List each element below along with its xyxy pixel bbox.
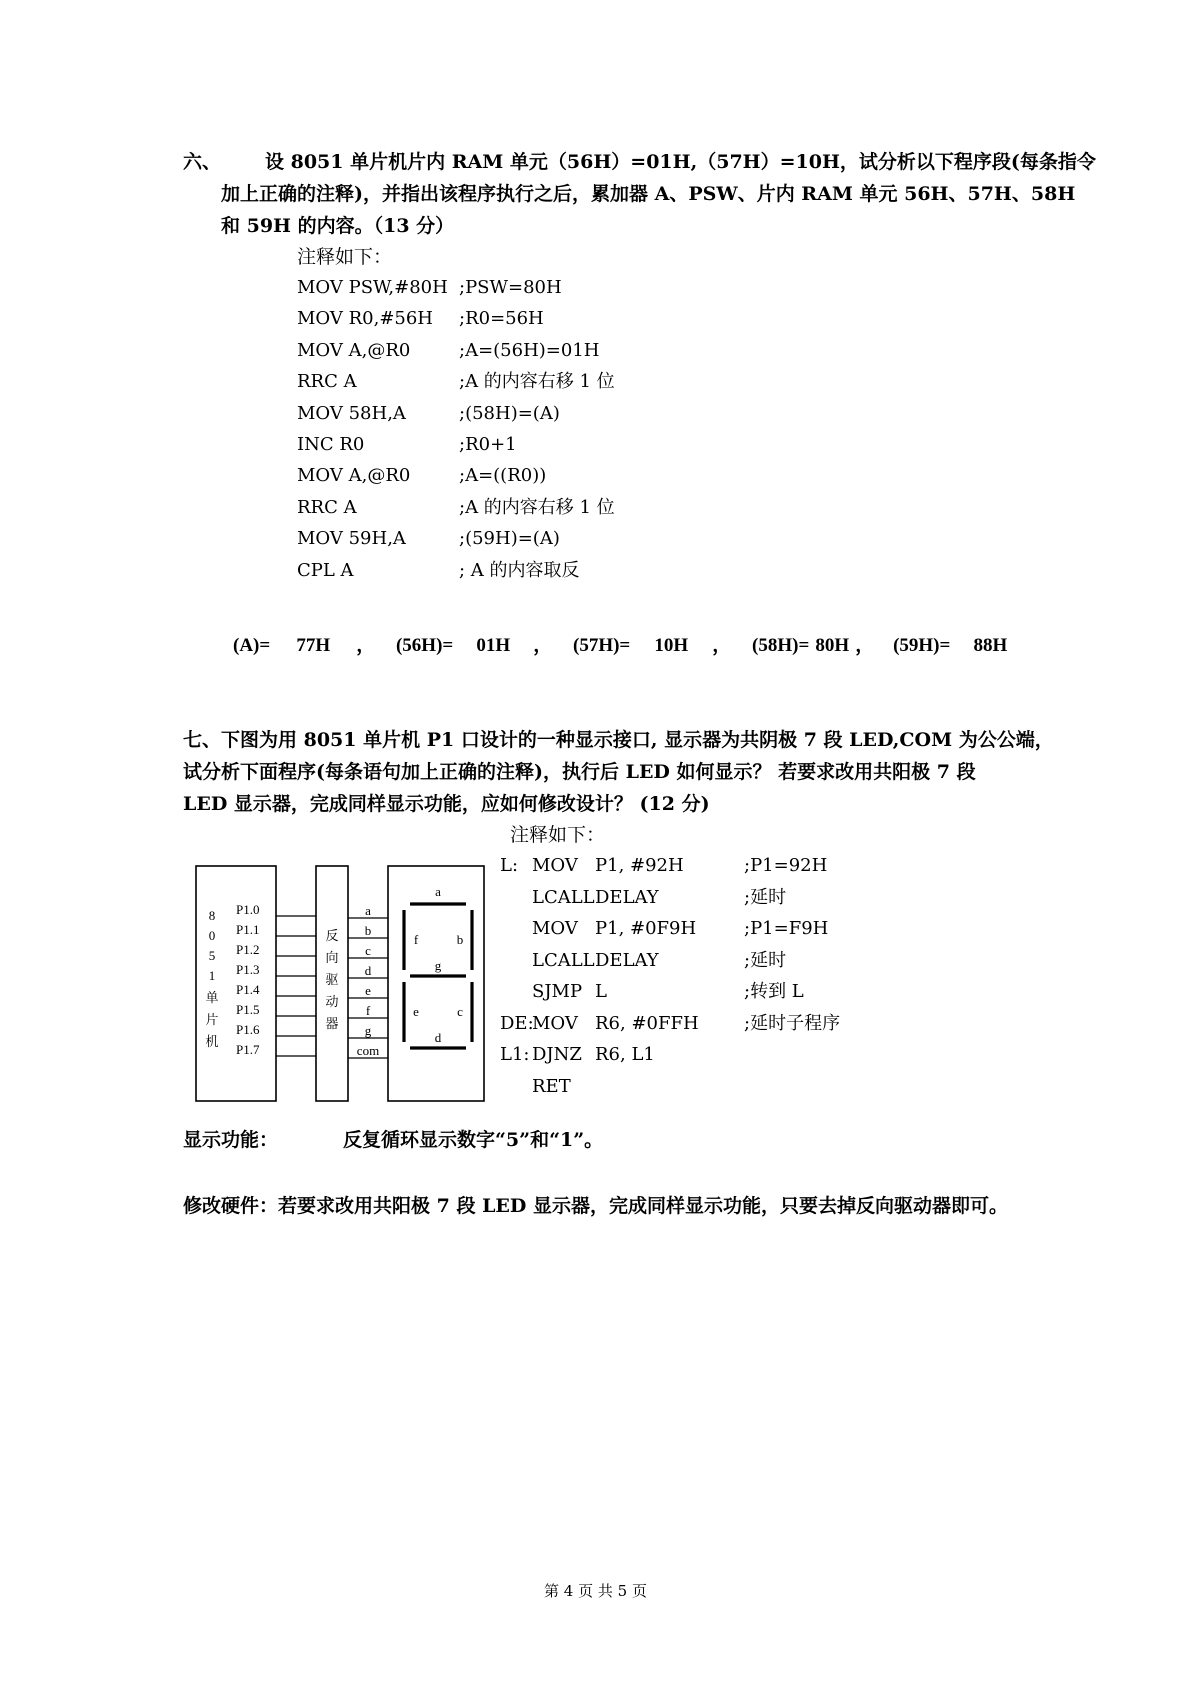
segment-input-label: b (364, 923, 372, 938)
mcu-label-char: 5 (208, 948, 216, 963)
circuit-diagram (190, 860, 490, 1108)
segment-label-a: a (435, 884, 441, 899)
driver-label-char: 动 (325, 994, 339, 1009)
mcu-label-char: 机 (205, 1034, 219, 1049)
code-line: MOV 59H,A ;(59H)=(A) (297, 528, 560, 550)
segment-label-d: d (434, 1030, 442, 1045)
code-line: CPL A ; A 的内容取反 (297, 559, 580, 581)
driver-label-char: 向 (325, 950, 339, 965)
q6-number: 六、 (183, 151, 222, 173)
mcu-label-char: 8 (208, 908, 216, 923)
q6-code-block (297, 272, 697, 586)
code-line: MOV A,@R0 ;A=(56H)=01H (297, 339, 600, 361)
mcu-label-char: 1 (208, 968, 216, 983)
answer-label: (57H)= (573, 635, 631, 656)
answer-value: 01H (476, 635, 511, 656)
port-label: P1.6 (236, 1022, 260, 1037)
answer-value: 80H (815, 635, 850, 656)
segment-label-e: e (413, 1004, 419, 1019)
answer-label: (A)= (233, 635, 271, 656)
answer-value: 77H (296, 635, 331, 656)
segment-input-label: d (364, 963, 372, 978)
code-line: INC R0 ;R0+1 (297, 433, 517, 455)
port-label: P1.2 (236, 942, 260, 957)
segment-label-f: f (413, 932, 419, 947)
program-line: L1: DJNZ R6, L1 (500, 1044, 655, 1065)
segment-input-label: g (364, 1023, 372, 1038)
code-line: MOV PSW,#80H ;PSW=80H (297, 277, 562, 298)
q7-text-line2: 试分析下面程序(每条语句加上正确的注释)，执行后 LED 如何显示？ 若要求改用共阳极 7 段 (183, 761, 976, 783)
q7-text-line3: LED 显示器，完成同样显示功能，应如何修改设计？ (12 分) (183, 793, 710, 815)
program-line: L: MOV P1, #92H ;P1=92H (500, 855, 828, 876)
port-label: P1.7 (236, 1042, 260, 1057)
segment-label-g: g (434, 958, 442, 973)
q6-text-line1: 设 8051 单片机片内 RAM 单元（56H）=01H,（57H）=10H，试分析以下程序段(每条指令 (265, 151, 1096, 173)
code-line: MOV R0,#56H ;R0=56H (297, 308, 544, 330)
program-line: MOV P1, #0F9H ;P1=F9H (532, 918, 829, 939)
answer-label: (59H)= (893, 635, 951, 656)
q6-text-line2: 加上正确的注释)，并指出该程序执行之后，累加器 A、PSW、片内 RAM 单元 56H、57H、58H (221, 183, 1076, 205)
program-line: LCALL DELAY ;延时 (532, 886, 787, 908)
segment-label-b: b (456, 932, 464, 947)
q6-answers: (A)= 77H ， (56H)= 01H ， (57H)= 10H ， (58H)= 80H ， (59H)= 88H (233, 630, 1030, 662)
program-line: RET (532, 1075, 571, 1097)
q6-text-line3: 和 59H 的内容。（13 分） (221, 215, 455, 237)
driver-label-char: 器 (325, 1016, 339, 1031)
modify-hardware: 修改硬件：若要求改用共阳极 7 段 LED 显示器，完成同样显示功能，只要去掉反向驱动器即可。 (183, 1195, 1008, 1217)
port-label: P1.1 (236, 922, 260, 937)
program-line: DE: MOV R6, #0FFH ;延时子程序 (500, 1012, 841, 1034)
answer-value: 10H (654, 635, 689, 656)
answer-label: (58H)= (752, 635, 810, 656)
q7-text-line1: 七、下图为用 8051 单片机 P1 口设计的一种显示接口, 显示器为共阴极 7 段 LED,COM 为公公端， (183, 729, 1054, 751)
segment-input-label: c (365, 943, 371, 958)
q7-note-title: 注释如下： (510, 824, 606, 846)
mcu-label-char: 单 (205, 990, 219, 1005)
display-function-label: 显示功能： (183, 1129, 279, 1151)
mcu-label-char: 0 (208, 928, 216, 943)
answer-label: (56H)= (395, 635, 454, 656)
driver-label-char: 驱 (325, 972, 339, 987)
code-line: MOV A,@R0 ;A=((R0)) (297, 465, 547, 487)
segment-input-label: f (365, 1003, 371, 1018)
program-line: SJMP L ;转到 L (532, 981, 804, 1002)
segment-input-label: com (356, 1043, 380, 1058)
page-footer: 第 4 页 共 5 页 (544, 1582, 647, 1600)
segment-input-label: e (365, 983, 371, 998)
q6-note-title: 注释如下： (297, 246, 393, 268)
code-line: RRC A ;A 的内容右移 1 位 (297, 371, 615, 393)
segment-input-label: a (365, 903, 371, 918)
port-label: P1.0 (236, 902, 260, 917)
answer-value: 88H (973, 635, 1008, 656)
code-line: MOV 58H,A ;(58H)=(A) (297, 402, 560, 424)
mcu-label-char: 片 (205, 1012, 219, 1027)
segment-label-c: c (457, 1004, 463, 1019)
driver-label-char: 反 (325, 928, 339, 943)
port-label: P1.5 (236, 1002, 260, 1017)
q7-program (500, 850, 900, 1102)
code-line: RRC A ;A 的内容右移 1 位 (297, 496, 615, 518)
port-label: P1.3 (236, 962, 260, 977)
program-line: LCALL DELAY ;延时 (532, 949, 787, 971)
display-function-value: 反复循环显示数字“5”和“1”。 (343, 1129, 604, 1151)
port-label: P1.4 (236, 982, 260, 997)
